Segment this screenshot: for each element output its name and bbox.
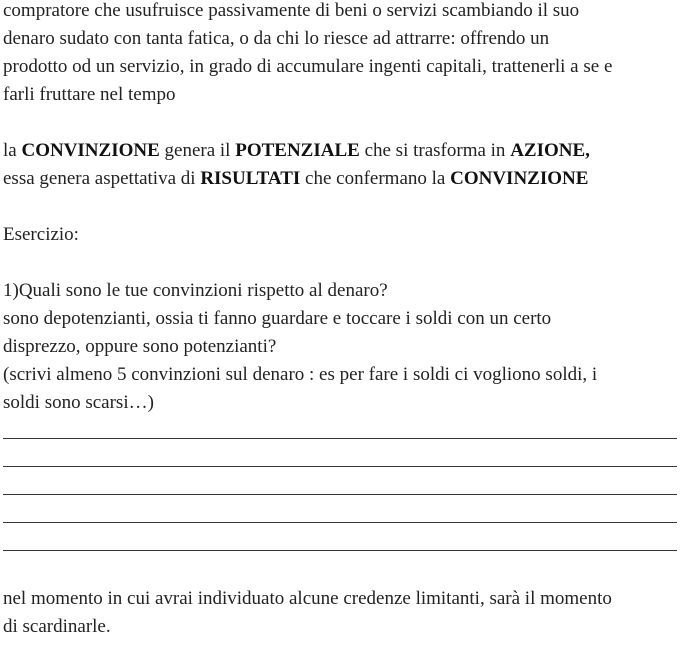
principle-keyword: CONVINZIONE [450, 168, 589, 189]
answer-line-5[interactable] [3, 529, 681, 557]
closing-line: nel momento in cui avrai individuato alcune credenze limitanti, sarà il momento [3, 588, 612, 609]
answer-line-4[interactable] [3, 501, 681, 529]
exercise-heading: Esercizio: [3, 224, 79, 245]
principle-paragraph [3, 137, 681, 193]
closing-line: di scardinarle. [3, 616, 111, 637]
question-line: (scrivi almeno 5 convinzioni sul denaro : es per fare i soldi ci vogliono soldi, i [3, 364, 598, 385]
principle-keyword: CONVINZIONE [21, 140, 160, 161]
principle-line-2 [3, 165, 681, 193]
intro-paragraph [3, 0, 681, 109]
answer-line-1[interactable] [3, 417, 681, 445]
principle-keyword: POTENZIALE [235, 140, 360, 161]
answer-line-2[interactable] [3, 445, 681, 473]
closing-paragraph [3, 585, 681, 641]
principle-keyword: AZIONE, [510, 140, 590, 161]
answer-line-3[interactable] [3, 473, 681, 501]
principle-text: la [3, 140, 22, 161]
principle-keyword: RISULTATI [200, 168, 301, 189]
question-line: 1)Quali sono le tue convinzioni rispetto al denaro? [3, 280, 388, 301]
text-line: compratore che usufruisce passivamente di beni o servizi scambiando il suo [3, 0, 580, 21]
answer-lines [3, 417, 681, 557]
spacer [3, 557, 681, 585]
principle-text: essa genera aspettativa di [3, 168, 201, 189]
text-line: prodotto od un servizio, in grado di accumulare ingenti capitali, trattenerli a se e [3, 56, 613, 77]
question-line: soldi sono scarsi…) [3, 392, 154, 413]
principle-line-1 [3, 137, 681, 165]
spacer [3, 109, 681, 137]
text-line: farli fruttare nel tempo [3, 84, 176, 105]
spacer [3, 193, 681, 221]
spacer [3, 249, 681, 277]
question-line: sono depotenzianti, ossia ti fanno guardare e toccare i soldi con un certo [3, 308, 552, 329]
question-block [3, 277, 681, 417]
text-line: denaro sudato con tanta fatica, o da chi lo riesce ad attrarre: offrendo un [3, 28, 550, 49]
question-line: disprezzo, oppure sono potenzianti? [3, 336, 277, 357]
principle-text: che confermano la [300, 168, 451, 189]
principle-text: che si trasforma in [359, 140, 511, 161]
principle-text: genera il [159, 140, 236, 161]
document-body [3, 0, 681, 641]
